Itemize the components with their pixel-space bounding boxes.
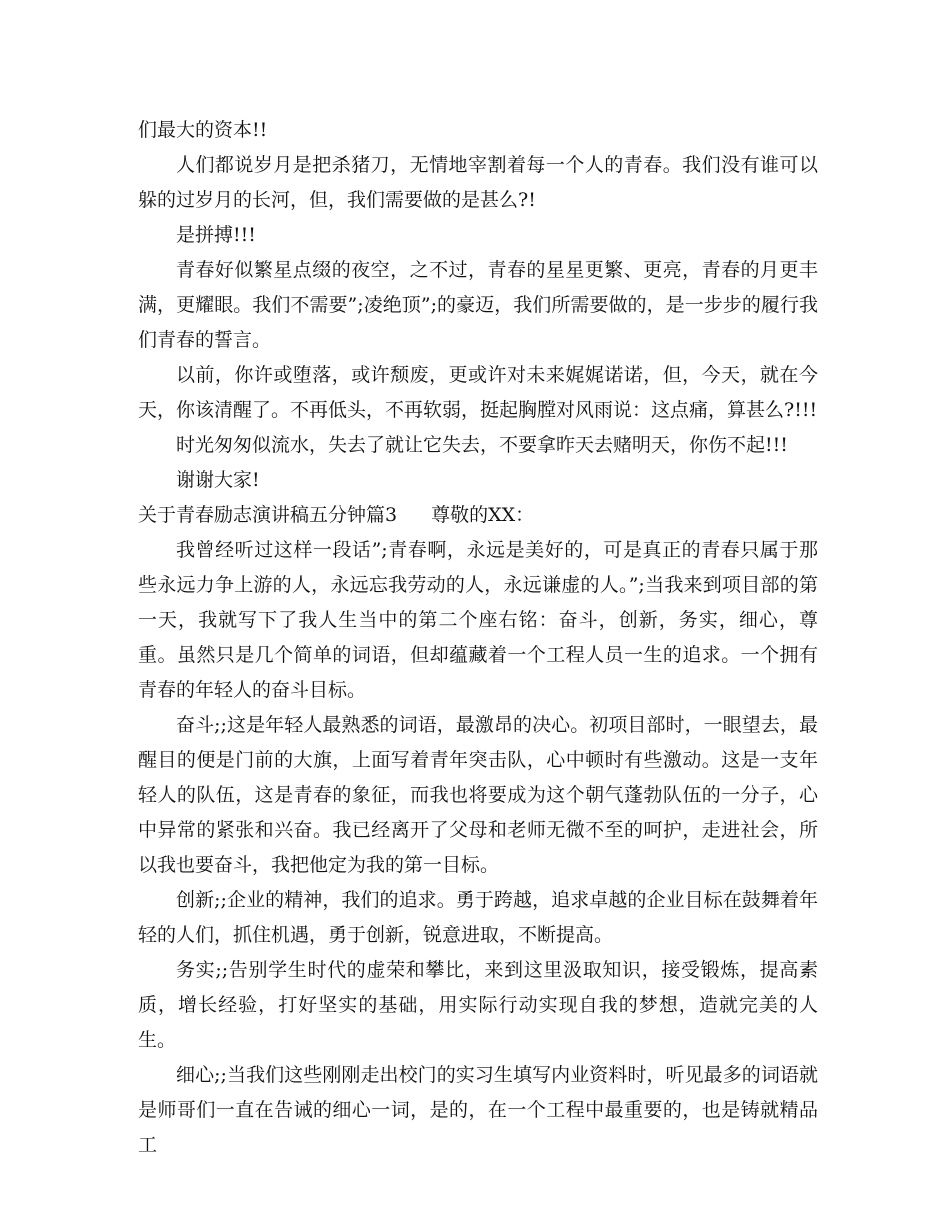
paragraph: 我曾经听过这样一段话”;青春啊，永远是美好的，可是真正的青春只属于那些永远力争上游的人，永远忘我劳动的人，永远谦虚的人。”;当我来到项目部的第一天，我就写下了我人生当中的第二个座右铭：奋斗，创新，务实，细心，尊重。虽然只是几个简单的词语，但却蕴藏着一个工程人员一生的追求。一个拥有青春的年轻人的奋斗目标。 xyxy=(138,539,818,701)
document-body xyxy=(138,113,818,1163)
paragraph: 青春好似繁星点缀的夜空，之不过，青春的星星更繁、更亮，青春的月更丰满，更耀眼。我们不需要”;凌绝顶”;的豪迈，我们所需要做的，是一步步的履行我们青春的誓言。 xyxy=(138,259,818,351)
paragraph: 以前，你许或堕落，或许颓废，更或许对未来娓娓诺诺，但，今天，就在今天，你该清醒了。不再低头，不再软弱，挺起胸膛对风雨说：这点痛，算甚么?!!! xyxy=(138,364,818,421)
section-title: 关于青春励志演讲稿五分钟篇3 xyxy=(138,504,398,526)
paragraph: 时光匆匆似流水，失去了就让它失去，不要拿昨天去赌明天，你伤不起!!! xyxy=(176,434,788,456)
paragraph: 们最大的资本!! xyxy=(138,119,268,141)
paragraph: 务实;;告别学生时代的虚荣和攀比，来到这里汲取知识，接受锻炼，提高素质，增长经验，打好坚实的基础，用实际行动实现自我的梦想，造就完美的人生。 xyxy=(138,959,818,1051)
paragraph: 奋斗;;这是年轻人最熟悉的词语，最激昂的决心。初项目部时，一眼望去，最醒目的便是门前的大旗，上面写着青年突击队，心中顿时有些激动。这是一支年轻人的队伍，这是青春的象征，而我也将要成为这个朝气蓬勃队伍的一分子，心中异常的紧张和兴奋。我已经离开了父母和老师无微不至的呵护，走进社会，所以我也要奋斗，我把他定为我的第一目标。 xyxy=(138,714,818,876)
paragraph: 是拼搏!!! xyxy=(176,224,256,246)
section-heading xyxy=(138,498,818,533)
paragraph: 细心;;当我们这些刚刚走出校门的实习生填写内业资料时，听见最多的词语就是师哥们一直在告诫的细心一词，是的，在一个工程中最重要的，也是铸就精品工 xyxy=(138,1064,818,1156)
salutation: 尊敬的XX： xyxy=(431,504,535,526)
paragraph: 人们都说岁月是把杀猪刀，无情地宰割着每一个人的青春。我们没有谁可以躲的过岁月的长河，但，我们需要做的是甚么?! xyxy=(138,154,818,211)
paragraph: 谢谢大家! xyxy=(176,469,260,491)
paragraph: 创新;;企业的精神，我们的追求。勇于跨越，追求卓越的企业目标在鼓舞着年轻的人们，抓住机遇，勇于创新，锐意进取，不断提高。 xyxy=(138,889,818,946)
